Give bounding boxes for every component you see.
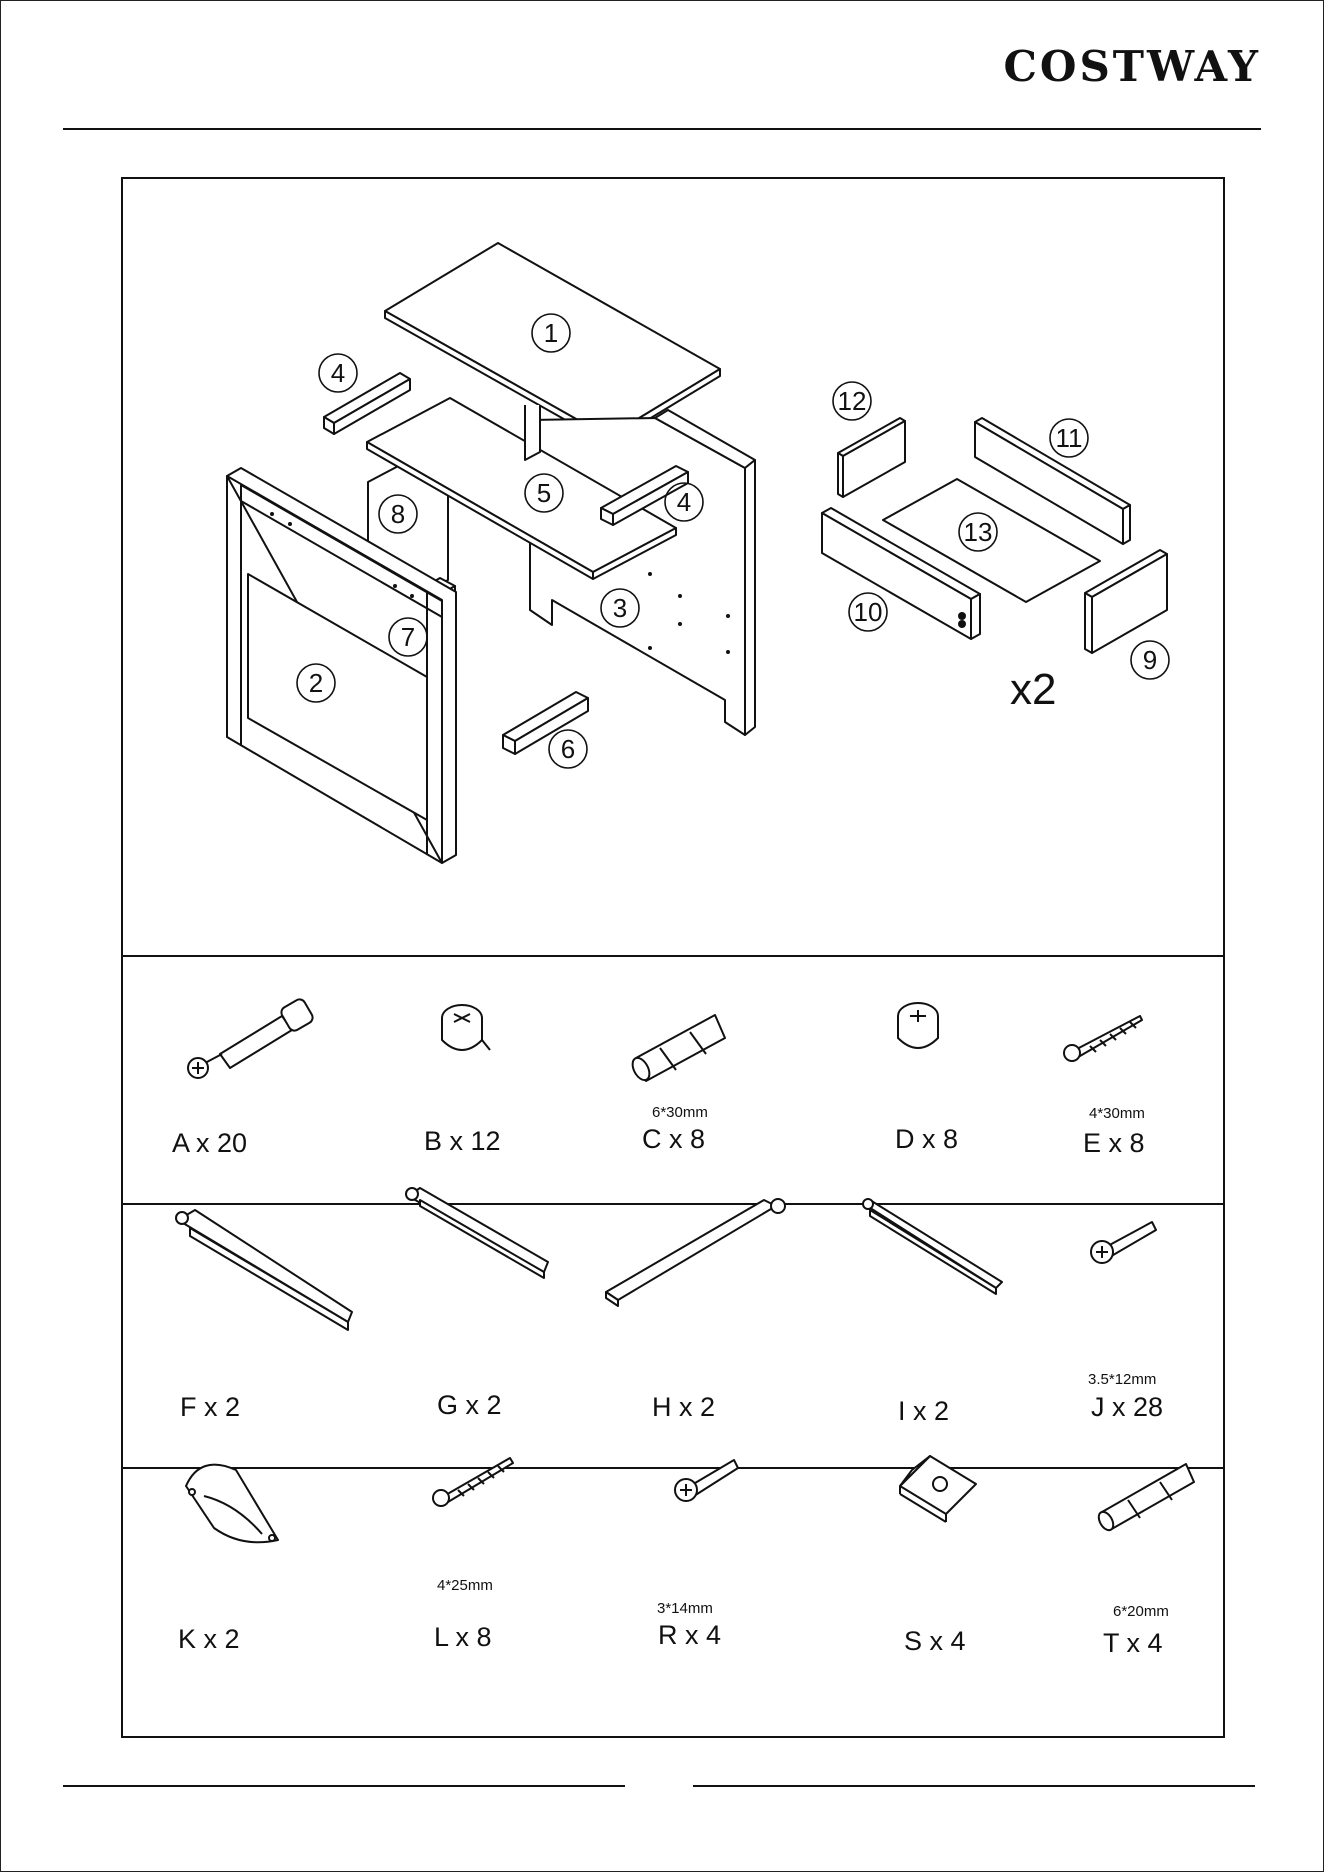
hardware-label-f: F x 2 — [180, 1392, 241, 1422]
callout-5: 5 — [536, 478, 552, 508]
footer-rule-right — [693, 1785, 1255, 1787]
drawer-slide-icon — [606, 1199, 785, 1306]
hardware-label-r: R x 4 — [658, 1620, 722, 1650]
callout-11: 11 — [1055, 423, 1083, 453]
cam-lock-icon — [442, 1005, 490, 1050]
hardware-label-d: D x 8 — [895, 1124, 959, 1154]
corner-bracket-icon — [900, 1456, 976, 1522]
hardware-label-b: B x 12 — [424, 1126, 501, 1156]
hardware-label-s: S x 4 — [904, 1626, 966, 1656]
drawer-slide-icon — [406, 1188, 548, 1278]
screw-icon — [433, 1458, 513, 1506]
drawer-slide-icon — [863, 1199, 1002, 1294]
panel-6-rail — [503, 692, 588, 754]
short-screw-icon — [1091, 1222, 1156, 1263]
cam-lock-icon — [898, 1003, 938, 1048]
hardware-label-a: A x 20 — [172, 1128, 248, 1158]
wood-dowel-icon — [1096, 1464, 1194, 1533]
hardware-size-t: 6*20mm — [1113, 1603, 1169, 1620]
hardware-label-k: K x 2 — [178, 1624, 240, 1654]
callout-4: 4 — [330, 358, 346, 388]
callout-1: 1 — [543, 318, 559, 348]
callout-9: 9 — [1142, 645, 1158, 675]
hardware-label-h: H x 2 — [652, 1392, 716, 1422]
cup-handle-icon — [186, 1465, 278, 1543]
hardware-size-l: 4*25mm — [437, 1577, 493, 1594]
hardware-label-i: I x 2 — [898, 1396, 950, 1426]
hardware-label-g: G x 2 — [437, 1390, 502, 1420]
callout-4: 4 — [676, 487, 692, 517]
callout-13: 13 — [963, 517, 993, 547]
hardware-label-t: T x 4 — [1103, 1628, 1163, 1658]
short-screw-icon — [675, 1460, 738, 1501]
panel-12-drawer-back — [838, 418, 905, 497]
callout-10: 10 — [853, 597, 883, 627]
callout-8: 8 — [390, 499, 406, 529]
callout-6: 6 — [560, 734, 576, 764]
hardware-label-e: E x 8 — [1083, 1128, 1145, 1158]
hardware-size-r: 3*14mm — [657, 1600, 713, 1617]
hardware-label-l: L x 8 — [434, 1622, 492, 1652]
callout-3: 3 — [612, 593, 628, 623]
callout-2: 2 — [308, 668, 324, 698]
callout-12: 12 — [837, 386, 867, 416]
footer-rule-left — [63, 1785, 625, 1787]
hardware-size-c: 6*30mm — [652, 1104, 708, 1121]
screw-icon — [1064, 1016, 1142, 1061]
hardware-size-j: 3.5*12mm — [1088, 1371, 1157, 1388]
panel-9-drawer-front — [1085, 550, 1167, 653]
callout-7: 7 — [400, 622, 416, 652]
cam-bolt-icon — [188, 997, 315, 1078]
drawer-slide-icon — [176, 1210, 352, 1330]
brand-logo: COSTWAY — [1003, 42, 1261, 91]
hardware-label-j: J x 28 — [1091, 1392, 1164, 1422]
hardware-label-c: C x 8 — [642, 1124, 706, 1154]
hardware-size-e: 4*30mm — [1089, 1105, 1145, 1122]
wood-dowel-icon — [629, 1015, 725, 1083]
panel-3-side — [530, 410, 755, 735]
drawer-multiplier: x2 — [1010, 665, 1057, 714]
